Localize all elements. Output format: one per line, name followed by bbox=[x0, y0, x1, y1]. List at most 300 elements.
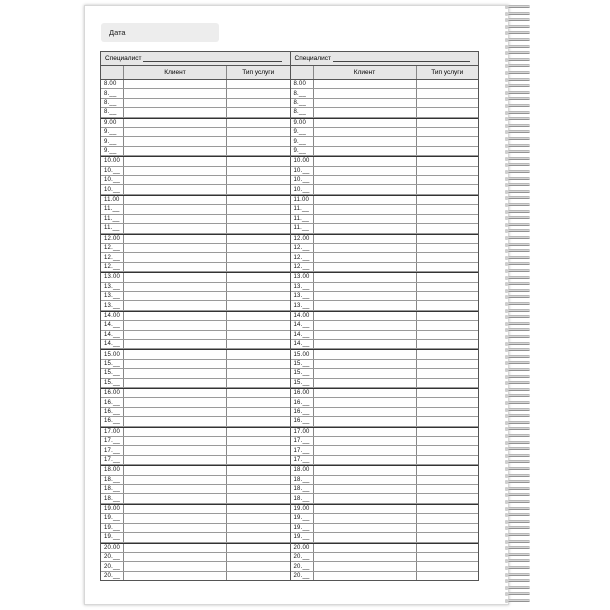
client-header: Клиент bbox=[314, 66, 417, 79]
table-row bbox=[291, 553, 479, 562]
service-cell[interactable] bbox=[227, 312, 290, 320]
time-label: 15.__ bbox=[101, 360, 124, 368]
service-cell[interactable] bbox=[227, 196, 290, 204]
client-cell[interactable] bbox=[314, 157, 417, 165]
spiral-coil bbox=[503, 512, 533, 518]
table-row bbox=[291, 485, 479, 494]
client-cell[interactable] bbox=[124, 533, 227, 541]
client-cell[interactable] bbox=[124, 321, 227, 329]
client-cell[interactable] bbox=[314, 185, 417, 193]
client-cell[interactable] bbox=[314, 80, 417, 88]
service-cell[interactable] bbox=[417, 369, 479, 377]
service-cell[interactable] bbox=[227, 224, 290, 232]
table-row bbox=[291, 99, 479, 108]
client-cell[interactable] bbox=[314, 205, 417, 213]
time-label: 20.00 bbox=[291, 544, 314, 552]
service-cell[interactable] bbox=[227, 408, 290, 416]
client-cell[interactable] bbox=[314, 360, 417, 368]
service-cell[interactable] bbox=[417, 417, 479, 425]
service-cell[interactable] bbox=[227, 389, 290, 397]
time-label: 12.00 bbox=[101, 235, 124, 243]
spiral-coil bbox=[503, 598, 533, 604]
service-cell[interactable] bbox=[417, 108, 479, 116]
client-cell[interactable] bbox=[124, 466, 227, 474]
client-cell[interactable] bbox=[124, 119, 227, 127]
spiral-coil bbox=[503, 466, 533, 472]
client-cell[interactable] bbox=[314, 99, 417, 107]
time-label: 20.__ bbox=[101, 562, 124, 570]
client-cell[interactable] bbox=[314, 485, 417, 493]
client-cell[interactable] bbox=[124, 572, 227, 580]
service-cell[interactable] bbox=[227, 533, 290, 541]
client-cell[interactable] bbox=[124, 147, 227, 155]
time-label: 15.00 bbox=[291, 350, 314, 358]
client-cell[interactable] bbox=[314, 128, 417, 136]
service-cell[interactable] bbox=[417, 524, 479, 532]
service-cell[interactable] bbox=[417, 176, 479, 184]
service-cell[interactable] bbox=[227, 137, 290, 145]
service-cell[interactable] bbox=[417, 263, 479, 271]
client-cell[interactable] bbox=[314, 428, 417, 436]
service-cell[interactable] bbox=[227, 167, 290, 175]
spiral-coil bbox=[503, 261, 533, 267]
client-cell[interactable] bbox=[124, 369, 227, 377]
client-cell[interactable] bbox=[124, 185, 227, 193]
client-cell[interactable] bbox=[124, 340, 227, 348]
time-label: 11.__ bbox=[291, 215, 314, 223]
spiral-coil bbox=[503, 426, 533, 432]
service-cell[interactable] bbox=[417, 456, 479, 464]
spiral-coil bbox=[503, 506, 533, 512]
client-cell[interactable] bbox=[124, 215, 227, 223]
service-cell[interactable] bbox=[417, 292, 479, 300]
service-cell[interactable] bbox=[227, 157, 290, 165]
client-cell[interactable] bbox=[314, 137, 417, 145]
service-cell[interactable] bbox=[417, 437, 479, 445]
service-cell[interactable] bbox=[227, 185, 290, 193]
service-cell[interactable] bbox=[227, 331, 290, 339]
service-cell[interactable] bbox=[227, 263, 290, 271]
client-cell[interactable] bbox=[314, 283, 417, 291]
service-cell[interactable] bbox=[417, 185, 479, 193]
service-cell[interactable] bbox=[227, 176, 290, 184]
table-row bbox=[291, 215, 479, 224]
service-cell[interactable] bbox=[417, 119, 479, 127]
service-cell[interactable] bbox=[417, 283, 479, 291]
client-cell[interactable] bbox=[124, 196, 227, 204]
client-cell[interactable] bbox=[314, 147, 417, 155]
table-row bbox=[291, 89, 479, 98]
table-row bbox=[291, 244, 479, 253]
specialist-field[interactable] bbox=[291, 52, 479, 66]
date-label: Дата bbox=[109, 28, 126, 37]
client-cell[interactable] bbox=[314, 331, 417, 339]
table-row bbox=[101, 369, 290, 378]
service-cell[interactable] bbox=[417, 196, 479, 204]
table-row bbox=[291, 321, 479, 330]
service-cell[interactable] bbox=[227, 428, 290, 436]
client-cell[interactable] bbox=[314, 494, 417, 502]
service-cell[interactable] bbox=[417, 553, 479, 561]
client-cell[interactable] bbox=[124, 263, 227, 271]
client-cell[interactable] bbox=[124, 524, 227, 532]
client-cell[interactable] bbox=[124, 128, 227, 136]
client-cell[interactable] bbox=[124, 428, 227, 436]
spiral-coil bbox=[503, 565, 533, 571]
service-cell[interactable] bbox=[227, 572, 290, 580]
service-cell[interactable] bbox=[417, 235, 479, 243]
client-cell[interactable] bbox=[314, 398, 417, 406]
service-cell[interactable] bbox=[417, 466, 479, 474]
client-cell[interactable] bbox=[124, 350, 227, 358]
service-cell[interactable] bbox=[417, 128, 479, 136]
spiral-coil bbox=[503, 288, 533, 294]
client-cell[interactable] bbox=[124, 331, 227, 339]
client-cell[interactable] bbox=[124, 137, 227, 145]
service-cell[interactable] bbox=[417, 224, 479, 232]
client-cell[interactable] bbox=[314, 562, 417, 570]
client-cell[interactable] bbox=[314, 544, 417, 552]
client-cell[interactable] bbox=[124, 312, 227, 320]
client-cell[interactable] bbox=[124, 235, 227, 243]
client-cell[interactable] bbox=[314, 224, 417, 232]
client-cell[interactable] bbox=[124, 553, 227, 561]
table-row bbox=[101, 195, 290, 205]
time-label: 13.__ bbox=[101, 301, 124, 309]
service-cell[interactable] bbox=[227, 215, 290, 223]
client-cell[interactable] bbox=[124, 446, 227, 454]
table-row bbox=[101, 80, 290, 89]
client-cell[interactable] bbox=[124, 244, 227, 252]
service-cell[interactable] bbox=[227, 321, 290, 329]
table-row bbox=[291, 195, 479, 205]
service-cell[interactable] bbox=[417, 331, 479, 339]
time-label: 14.00 bbox=[291, 312, 314, 320]
client-cell[interactable] bbox=[124, 379, 227, 387]
service-cell[interactable] bbox=[227, 398, 290, 406]
table-row bbox=[101, 99, 290, 108]
spiral-coil bbox=[503, 248, 533, 254]
service-cell[interactable] bbox=[417, 514, 479, 522]
client-cell[interactable] bbox=[314, 350, 417, 358]
client-cell[interactable] bbox=[314, 369, 417, 377]
client-cell[interactable] bbox=[314, 505, 417, 513]
time-label: 15.00 bbox=[101, 350, 124, 358]
service-cell[interactable] bbox=[227, 446, 290, 454]
service-cell[interactable] bbox=[227, 273, 290, 281]
client-cell[interactable] bbox=[314, 119, 417, 127]
spiral-coil bbox=[503, 420, 533, 426]
client-cell[interactable] bbox=[314, 321, 417, 329]
service-cell[interactable] bbox=[227, 283, 290, 291]
client-cell[interactable] bbox=[124, 108, 227, 116]
service-cell[interactable] bbox=[227, 360, 290, 368]
client-cell[interactable] bbox=[314, 437, 417, 445]
client-cell[interactable] bbox=[314, 524, 417, 532]
service-cell[interactable] bbox=[227, 369, 290, 377]
client-cell[interactable] bbox=[124, 273, 227, 281]
service-cell[interactable] bbox=[417, 89, 479, 97]
client-cell[interactable] bbox=[314, 273, 417, 281]
client-cell[interactable] bbox=[314, 417, 417, 425]
table-row bbox=[101, 215, 290, 224]
table-row bbox=[101, 360, 290, 369]
client-cell[interactable] bbox=[124, 80, 227, 88]
time-label: 13.__ bbox=[291, 283, 314, 291]
client-cell[interactable] bbox=[314, 244, 417, 252]
service-cell[interactable] bbox=[417, 398, 479, 406]
client-cell[interactable] bbox=[314, 176, 417, 184]
client-cell[interactable] bbox=[314, 476, 417, 484]
table-row bbox=[101, 156, 290, 166]
service-cell[interactable] bbox=[227, 437, 290, 445]
time-label: 17.__ bbox=[101, 446, 124, 454]
service-cell[interactable] bbox=[227, 89, 290, 97]
client-cell[interactable] bbox=[314, 215, 417, 223]
spiral-coil bbox=[503, 149, 533, 155]
client-cell[interactable] bbox=[124, 456, 227, 464]
client-cell[interactable] bbox=[124, 562, 227, 570]
client-cell[interactable] bbox=[314, 235, 417, 243]
client-cell[interactable] bbox=[314, 108, 417, 116]
service-cell[interactable] bbox=[227, 524, 290, 532]
specialist-line bbox=[333, 55, 470, 62]
service-cell[interactable] bbox=[227, 235, 290, 243]
service-cell[interactable] bbox=[417, 167, 479, 175]
service-cell[interactable] bbox=[417, 244, 479, 252]
spiral-coil bbox=[503, 90, 533, 96]
time-label: 16.__ bbox=[291, 408, 314, 416]
service-cell[interactable] bbox=[417, 485, 479, 493]
time-label: 19.__ bbox=[291, 514, 314, 522]
client-cell[interactable] bbox=[124, 167, 227, 175]
table-row bbox=[291, 446, 479, 455]
service-cell[interactable] bbox=[227, 99, 290, 107]
spiral-coil bbox=[503, 4, 533, 10]
service-cell[interactable] bbox=[417, 360, 479, 368]
client-cell[interactable] bbox=[314, 408, 417, 416]
time-rows bbox=[101, 80, 290, 580]
service-cell[interactable] bbox=[417, 476, 479, 484]
time-label: 11.00 bbox=[101, 196, 124, 204]
client-cell[interactable] bbox=[124, 283, 227, 291]
service-cell[interactable] bbox=[227, 494, 290, 502]
time-label: 10.__ bbox=[291, 176, 314, 184]
client-cell[interactable] bbox=[124, 292, 227, 300]
client-cell[interactable] bbox=[314, 253, 417, 261]
time-label: 11.__ bbox=[101, 205, 124, 213]
client-cell[interactable] bbox=[124, 514, 227, 522]
service-cell[interactable] bbox=[417, 408, 479, 416]
table-row bbox=[101, 553, 290, 562]
service-cell[interactable] bbox=[227, 456, 290, 464]
table-row bbox=[101, 572, 290, 580]
client-cell[interactable] bbox=[124, 437, 227, 445]
client-cell[interactable] bbox=[314, 89, 417, 97]
service-cell[interactable] bbox=[417, 80, 479, 88]
service-cell[interactable] bbox=[227, 350, 290, 358]
table-row bbox=[101, 456, 290, 465]
time-label: 19.__ bbox=[101, 533, 124, 541]
client-cell[interactable] bbox=[124, 408, 227, 416]
service-cell[interactable] bbox=[227, 147, 290, 155]
client-cell[interactable] bbox=[314, 379, 417, 387]
time-label: 11.__ bbox=[101, 215, 124, 223]
client-cell[interactable] bbox=[124, 398, 227, 406]
client-cell[interactable] bbox=[314, 167, 417, 175]
service-cell[interactable] bbox=[417, 147, 479, 155]
client-cell[interactable] bbox=[124, 157, 227, 165]
service-cell[interactable] bbox=[417, 340, 479, 348]
client-cell[interactable] bbox=[124, 505, 227, 513]
client-cell[interactable] bbox=[124, 176, 227, 184]
service-cell[interactable] bbox=[417, 389, 479, 397]
spiral-coil bbox=[503, 380, 533, 386]
client-cell[interactable] bbox=[124, 89, 227, 97]
client-cell[interactable] bbox=[124, 253, 227, 261]
table-row bbox=[101, 398, 290, 407]
service-cell[interactable] bbox=[227, 544, 290, 552]
service-cell[interactable] bbox=[417, 205, 479, 213]
client-cell[interactable] bbox=[124, 485, 227, 493]
service-cell[interactable] bbox=[417, 562, 479, 570]
service-cell[interactable] bbox=[227, 253, 290, 261]
service-cell[interactable] bbox=[227, 119, 290, 127]
service-cell[interactable] bbox=[227, 505, 290, 513]
service-cell[interactable] bbox=[227, 514, 290, 522]
service-cell[interactable] bbox=[227, 417, 290, 425]
service-cell[interactable] bbox=[417, 494, 479, 502]
service-cell[interactable] bbox=[417, 379, 479, 387]
client-cell[interactable] bbox=[124, 476, 227, 484]
service-cell[interactable] bbox=[417, 157, 479, 165]
spiral-coil bbox=[503, 182, 533, 188]
table-row bbox=[101, 118, 290, 128]
table-row bbox=[291, 417, 479, 426]
service-cell[interactable] bbox=[227, 244, 290, 252]
table-row bbox=[291, 369, 479, 378]
table-row bbox=[101, 205, 290, 214]
client-cell[interactable] bbox=[314, 292, 417, 300]
service-cell[interactable] bbox=[227, 476, 290, 484]
service-cell[interactable] bbox=[227, 562, 290, 570]
service-cell[interactable] bbox=[227, 128, 290, 136]
client-cell[interactable] bbox=[124, 389, 227, 397]
client-cell[interactable] bbox=[124, 224, 227, 232]
service-cell[interactable] bbox=[417, 428, 479, 436]
client-cell[interactable] bbox=[314, 446, 417, 454]
client-cell[interactable] bbox=[314, 340, 417, 348]
time-label: 8.__ bbox=[291, 99, 314, 107]
service-cell[interactable] bbox=[417, 533, 479, 541]
time-label: 12.__ bbox=[101, 263, 124, 271]
client-cell[interactable] bbox=[124, 205, 227, 213]
service-cell[interactable] bbox=[417, 99, 479, 107]
spiral-coil bbox=[503, 83, 533, 89]
client-cell[interactable] bbox=[314, 301, 417, 309]
time-label: 8.00 bbox=[101, 80, 124, 88]
service-cell[interactable] bbox=[417, 321, 479, 329]
service-cell[interactable] bbox=[417, 253, 479, 261]
client-cell[interactable] bbox=[314, 533, 417, 541]
service-cell[interactable] bbox=[417, 505, 479, 513]
spiral-coil bbox=[503, 57, 533, 63]
service-cell[interactable] bbox=[417, 446, 479, 454]
time-label: 9.00 bbox=[291, 119, 314, 127]
service-cell[interactable] bbox=[417, 301, 479, 309]
table-row bbox=[101, 292, 290, 301]
client-cell[interactable] bbox=[124, 417, 227, 425]
time-label: 9.__ bbox=[101, 128, 124, 136]
service-cell[interactable] bbox=[417, 215, 479, 223]
date-field[interactable] bbox=[101, 23, 219, 42]
service-cell[interactable] bbox=[417, 544, 479, 552]
client-cell[interactable] bbox=[124, 301, 227, 309]
time-label: 9.00 bbox=[101, 119, 124, 127]
client-cell[interactable] bbox=[314, 553, 417, 561]
client-cell[interactable] bbox=[314, 456, 417, 464]
service-cell[interactable] bbox=[227, 205, 290, 213]
service-cell[interactable] bbox=[227, 301, 290, 309]
client-cell[interactable] bbox=[314, 196, 417, 204]
service-cell[interactable] bbox=[227, 553, 290, 561]
table-row bbox=[101, 494, 290, 503]
client-cell[interactable] bbox=[314, 572, 417, 580]
client-cell[interactable] bbox=[124, 99, 227, 107]
time-label: 17.__ bbox=[291, 437, 314, 445]
spiral-coil bbox=[503, 545, 533, 551]
service-cell[interactable] bbox=[227, 466, 290, 474]
service-cell[interactable] bbox=[417, 137, 479, 145]
time-label: 9.__ bbox=[291, 128, 314, 136]
client-cell[interactable] bbox=[314, 466, 417, 474]
service-cell[interactable] bbox=[227, 340, 290, 348]
service-cell[interactable] bbox=[227, 379, 290, 387]
service-cell[interactable] bbox=[417, 273, 479, 281]
service-cell[interactable] bbox=[227, 292, 290, 300]
spiral-coil bbox=[503, 228, 533, 234]
client-cell[interactable] bbox=[314, 263, 417, 271]
time-label: 16.00 bbox=[291, 389, 314, 397]
client-cell[interactable] bbox=[314, 514, 417, 522]
client-cell[interactable] bbox=[124, 544, 227, 552]
service-cell[interactable] bbox=[227, 108, 290, 116]
service-cell[interactable] bbox=[227, 80, 290, 88]
time-label: 8.00 bbox=[291, 80, 314, 88]
spiral-coil bbox=[503, 235, 533, 241]
service-cell[interactable] bbox=[417, 572, 479, 580]
client-cell[interactable] bbox=[314, 312, 417, 320]
spiral-coil bbox=[503, 314, 533, 320]
specialist-field[interactable] bbox=[101, 52, 290, 66]
service-header: Тип услуги bbox=[431, 69, 464, 76]
table-row bbox=[101, 301, 290, 310]
service-cell[interactable] bbox=[417, 312, 479, 320]
client-cell[interactable] bbox=[124, 360, 227, 368]
client-cell[interactable] bbox=[314, 389, 417, 397]
time-label: 12.__ bbox=[291, 244, 314, 252]
time-label: 16.__ bbox=[291, 398, 314, 406]
time-label: 15.__ bbox=[291, 379, 314, 387]
service-cell[interactable] bbox=[227, 485, 290, 493]
spiral-coil bbox=[503, 202, 533, 208]
client-cell[interactable] bbox=[124, 494, 227, 502]
spiral-coil bbox=[503, 162, 533, 168]
service-cell[interactable] bbox=[417, 350, 479, 358]
spiral-coil bbox=[503, 209, 533, 215]
time-label: 9.__ bbox=[291, 137, 314, 145]
table-row bbox=[291, 349, 479, 359]
